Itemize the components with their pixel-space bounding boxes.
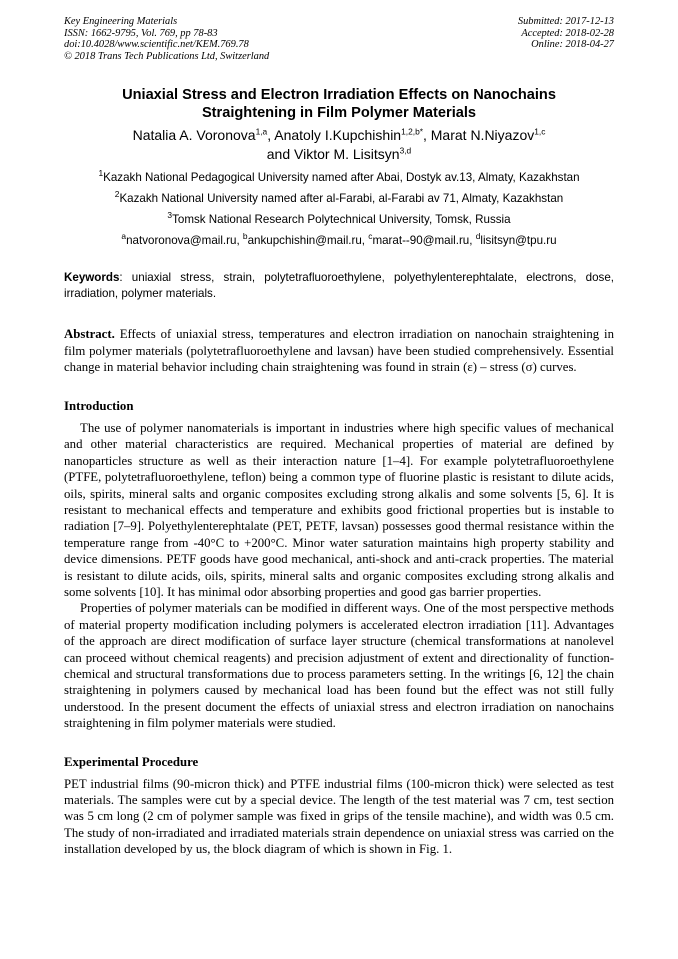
author-affiliation-mark: 3,d	[399, 145, 412, 156]
author-conjunction: and	[266, 146, 291, 163]
journal-info	[64, 16, 269, 62]
author-name: Marat N.Niyazov	[430, 127, 535, 144]
journal-doi: doi:10.4028/www.scientific.net/KEM.769.78	[64, 39, 249, 51]
paragraph: PET industrial films (90-micron thick) and PTFE industrial films (100-micron thick) were selected as test materials. The samples were cut by a special device. The length of the test material was 7 cm, test section was 5 cm long (2 cm of polymer sample was fixed in grips of the tensile machine), and width was 0.5 cm. The study of non-irradiated and irradiated materials strain dependence on uniaxial stress was carried on the installation developed by us, the block diagram of which is shown in Fig. 1.	[64, 776, 614, 857]
online-date: Online: 2018-04-27	[531, 39, 614, 51]
journal-issn: ISSN: 1662-9795, Vol. 769, pp 78-83	[64, 27, 218, 39]
submitted-date: Submitted: 2017-12-13	[517, 16, 614, 27]
journal-header	[64, 16, 614, 62]
affiliation: $^1$Kazakh National Pedagogical University named after Abai, Dostyk av.13, Almaty, Kazakhstan	[98, 168, 580, 185]
section-heading-introduction: Introduction	[64, 398, 134, 413]
abstract	[64, 326, 614, 376]
author-affiliation-mark: 1,a	[255, 126, 268, 137]
author-affiliation-mark: 1,c	[534, 126, 546, 137]
submission-dates	[518, 16, 614, 62]
journal-name: Key Engineering Materials	[64, 16, 178, 27]
section-heading-experimental-procedure: Experimental Procedure	[64, 754, 199, 769]
author-name: Natalia A. Voronova	[132, 127, 256, 144]
author-affiliation-mark: 1,2,b*	[401, 126, 423, 137]
affiliation: $^2$Kazakh National University named after al-Farabi, al-Farabi av 71, Almaty, Kazakhstan	[114, 189, 564, 206]
author-name: Anatoly I.Kupchishin	[274, 127, 402, 144]
author-name: Viktor M. Lisitsyn	[294, 146, 400, 163]
journal-copyright: © 2018 Trans Tech Publications Ltd, Switzerland	[64, 50, 270, 62]
paper-title: Uniaxial Stress and Electron Irradiation Effects on Nanochains Straightening in Film Polymer Materials	[122, 87, 556, 122]
affiliation: $^3$Tomsk National Research Polytechnical University, Tomsk, Russia	[167, 210, 511, 227]
author-list: Natalia A. Voronova$^{1,a}$, Anatoly I.Kupchishin$^{1,2,b*}$, Marat N.Niyazov$^{1,c}$ and Viktor M. Lisitsyn$^{3,d}$	[132, 126, 546, 163]
email-list: $^a$natvoronova@mail.ru, $^b$ankupchishin@mail.ru, $^c$marat--90@mail.ru, $^d$lisitsyn@tpu.ru	[121, 231, 557, 248]
paper-page	[64, 16, 614, 858]
keywords-label: Keywords	[64, 271, 120, 285]
email-link[interactable]: ankupchishin@mail.ru,	[247, 234, 369, 248]
paragraph: The use of polymer nanomaterials is important in industries where high specific values of mechanical and other material characteristics are required. Mechanical properties of material are defined by nanoparticles structure as well as their interaction nature [1–4]. For example polytetrafluoroethylene (PTFE, polytetrafluoroethylene, teflon) being a common type of fluorine plastic is resistant to dilute acids, oils, spirits, mineral salts and organic composites excluding strong alkalis and some solvents [5, 6]. It is resistant to mechanical effects and temperature and exhibits good frictional properties but is instable to radiation [7–9]. Polyethylenterephtalate (PET, PETF, lavsan) possesses good thermal resistance within the temperature range from -40°C to +200°C. Minor water saturation maintains high property stability and device dimensions. PETF goods have good mechanical, anti-shock and anti-crack properties. The material is resistant to dilute acids, oils, spirits, mineral salts and organic composites excluding strong alkalis and some solvents [10]. It has minimal odor absorbing properties and good gas barrier properties.	[64, 420, 614, 599]
abstract-label: Abstract.	[64, 327, 115, 342]
email-link[interactable]: marat--90@mail.ru,	[372, 234, 476, 248]
paragraph: Properties of polymer materials can be modified in different ways. One of the most perspective methods of material property modification including polymers is accelerated electron irradiation [11]. Advantages of the approach are direct modification of surface layer structure (chemical transformations at nanolevel can proceed without chemical reagents) and precision adjustment of extent and directionality of function-chemical and structural transformations due to process parameters setting. In the writings [6, 12] the chain straightening in polymers caused by mechanical load has been found but the effect was not still fully understood. In the present document the effects of uniaxial stress and electron irradiation on nanochains straightening in film polymer materials were studied.	[64, 601, 614, 731]
keywords	[64, 270, 614, 302]
abstract-text: Effects of uniaxial stress, temperatures and electron irradiation on nanochain straightening in film polymer materials (polytetrafluoroethylene and lavsan) have been studied comprehensively. Essential change in material behavior including chain straightening was found in strain (ε) – stress (σ) curves.	[64, 327, 614, 375]
email-link[interactable]: lisitsyn@tpu.ru	[480, 234, 557, 248]
keywords-text: : uniaxial stress, strain, polytetrafluoroethylene, polyethylenterephtalate, electrons, dose, irradiation, polymer materials.	[64, 271, 614, 301]
accepted-date: Accepted: 2018-02-28	[521, 27, 614, 39]
email-link[interactable]: natvoronova@mail.ru,	[126, 234, 243, 248]
